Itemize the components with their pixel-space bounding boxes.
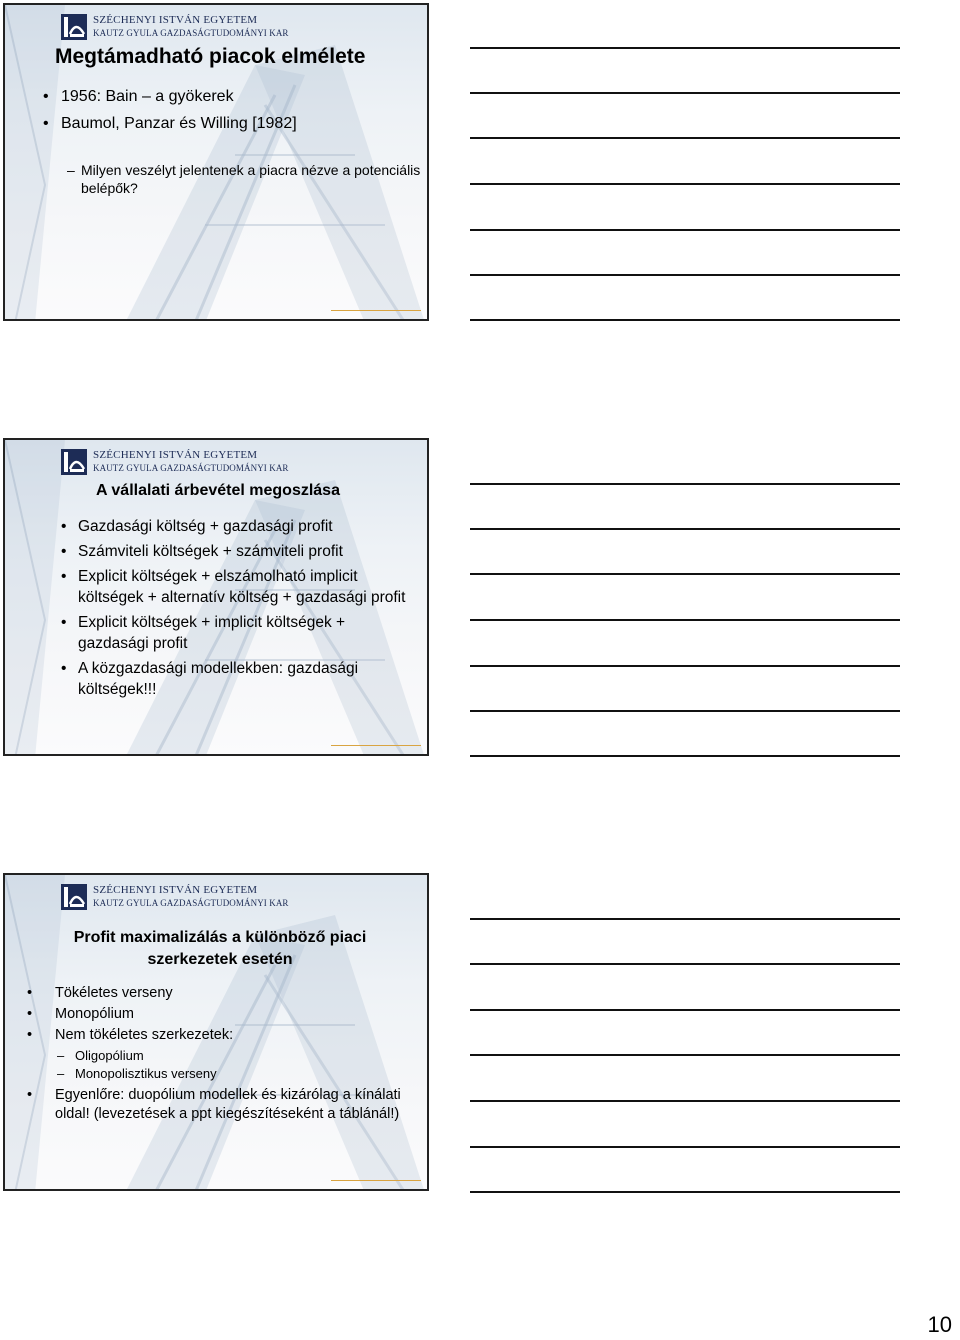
note-line — [470, 528, 900, 530]
slide-title: Profit maximalizálás a különböző piaci szerkezetek esetén — [73, 929, 367, 968]
note-line — [470, 319, 900, 321]
bullet-text: 1956: Bain – a gyökerek — [61, 88, 234, 105]
note-line — [470, 755, 900, 757]
sub-bullet-item — [67, 161, 421, 197]
bullet-item — [61, 658, 411, 700]
slide-1 — [3, 3, 429, 321]
bullet-text: Gazdasági költség + gazdasági profit — [78, 518, 333, 535]
slide-title: A vállalati árbevétel megoszlása — [96, 482, 340, 499]
bullet-item — [61, 541, 411, 562]
note-line — [470, 483, 900, 485]
page-number: 10 — [927, 1312, 952, 1337]
bullet-item — [27, 1086, 407, 1124]
note-line — [470, 1191, 900, 1193]
bullet-text: Tökéletes verseny — [55, 985, 173, 1001]
note-line — [470, 963, 900, 965]
note-line — [470, 137, 900, 139]
university-name: SZÉCHENYI ISTVÁN EGYETEM — [93, 884, 258, 896]
note-line — [470, 47, 900, 49]
university-name: SZÉCHENYI ISTVÁN EGYETEM — [93, 449, 258, 461]
bullet-item — [61, 612, 411, 654]
note-line — [470, 665, 900, 667]
footer-accent-line — [331, 745, 421, 746]
note-line — [470, 1100, 900, 1102]
university-logo-icon — [61, 14, 87, 40]
bullet-item — [27, 983, 417, 1004]
sub-bullet-text: Milyen veszélyt jelentenek a piacra nézve a potenciális belépők? — [81, 162, 421, 196]
sub-bullet-list — [57, 1047, 217, 1083]
bullet-text: Számviteli költségek + számviteli profit — [78, 543, 343, 560]
bullet-text: Egyenlőre: duopólium modellek és kizárólag a kínálati oldal! (levezetések a ppt kiegészítéseként a táblánál!) — [55, 1087, 401, 1122]
slide-3 — [3, 873, 429, 1191]
bullet-text: Explicit költségek + elszámolható implicit költségek + alternatív költség + gazdasági profit — [78, 568, 406, 606]
note-line — [470, 619, 900, 621]
bullet-text: Baumol, Panzar és Willing [1982] — [61, 115, 297, 132]
note-line — [470, 710, 900, 712]
university-logo-icon — [61, 449, 87, 475]
bullet-text: A közgazdasági modellekben: gazdasági költségek!!! — [78, 660, 359, 698]
note-line — [470, 573, 900, 575]
note-line — [470, 1009, 900, 1011]
bullet-item — [61, 566, 411, 608]
slide-header — [61, 446, 289, 478]
note-line — [470, 274, 900, 276]
faculty-name: KAUTZ GYULA GAZDASÁGTUDOMÁNYI KAR — [93, 28, 289, 38]
sub-bullet-item — [57, 1065, 217, 1083]
slide-title: Megtámadható piacok elmélete — [55, 45, 366, 68]
note-line — [470, 918, 900, 920]
bullet-item — [27, 1004, 417, 1025]
slide-header — [61, 881, 289, 913]
faculty-name: KAUTZ GYULA GAZDASÁGTUDOMÁNYI KAR — [93, 898, 289, 908]
note-line — [470, 183, 900, 185]
note-line — [470, 92, 900, 94]
university-logo-icon — [61, 884, 87, 910]
bullet-list — [61, 516, 411, 700]
bullet-item — [43, 110, 297, 137]
note-line — [470, 229, 900, 231]
bullet-text: Monopólium — [55, 1006, 134, 1022]
bullet-list — [27, 983, 417, 1046]
bullet-item — [43, 83, 297, 110]
bullet-item — [27, 1025, 417, 1046]
footer-accent-line — [331, 310, 421, 311]
university-name: SZÉCHENYI ISTVÁN EGYETEM — [93, 14, 258, 26]
bullet-list — [43, 83, 297, 137]
footer-accent-line — [331, 1180, 421, 1181]
bullet-item — [61, 516, 411, 537]
slide-header — [61, 11, 289, 43]
bullet-text: Nem tökéletes szerkezetek: — [55, 1027, 234, 1043]
note-line — [470, 1146, 900, 1148]
sub-bullet-text: Monopolisztikus verseny — [75, 1066, 217, 1081]
sub-bullet-item — [57, 1047, 217, 1065]
slide-2 — [3, 438, 429, 756]
faculty-name: KAUTZ GYULA GAZDASÁGTUDOMÁNYI KAR — [93, 463, 289, 473]
note-line — [470, 1054, 900, 1056]
bullet-list — [27, 1086, 407, 1124]
sub-bullet-text: Oligopólium — [75, 1048, 144, 1063]
bullet-text: Explicit költségek + implicit költségek + gazdasági profit — [78, 614, 346, 652]
